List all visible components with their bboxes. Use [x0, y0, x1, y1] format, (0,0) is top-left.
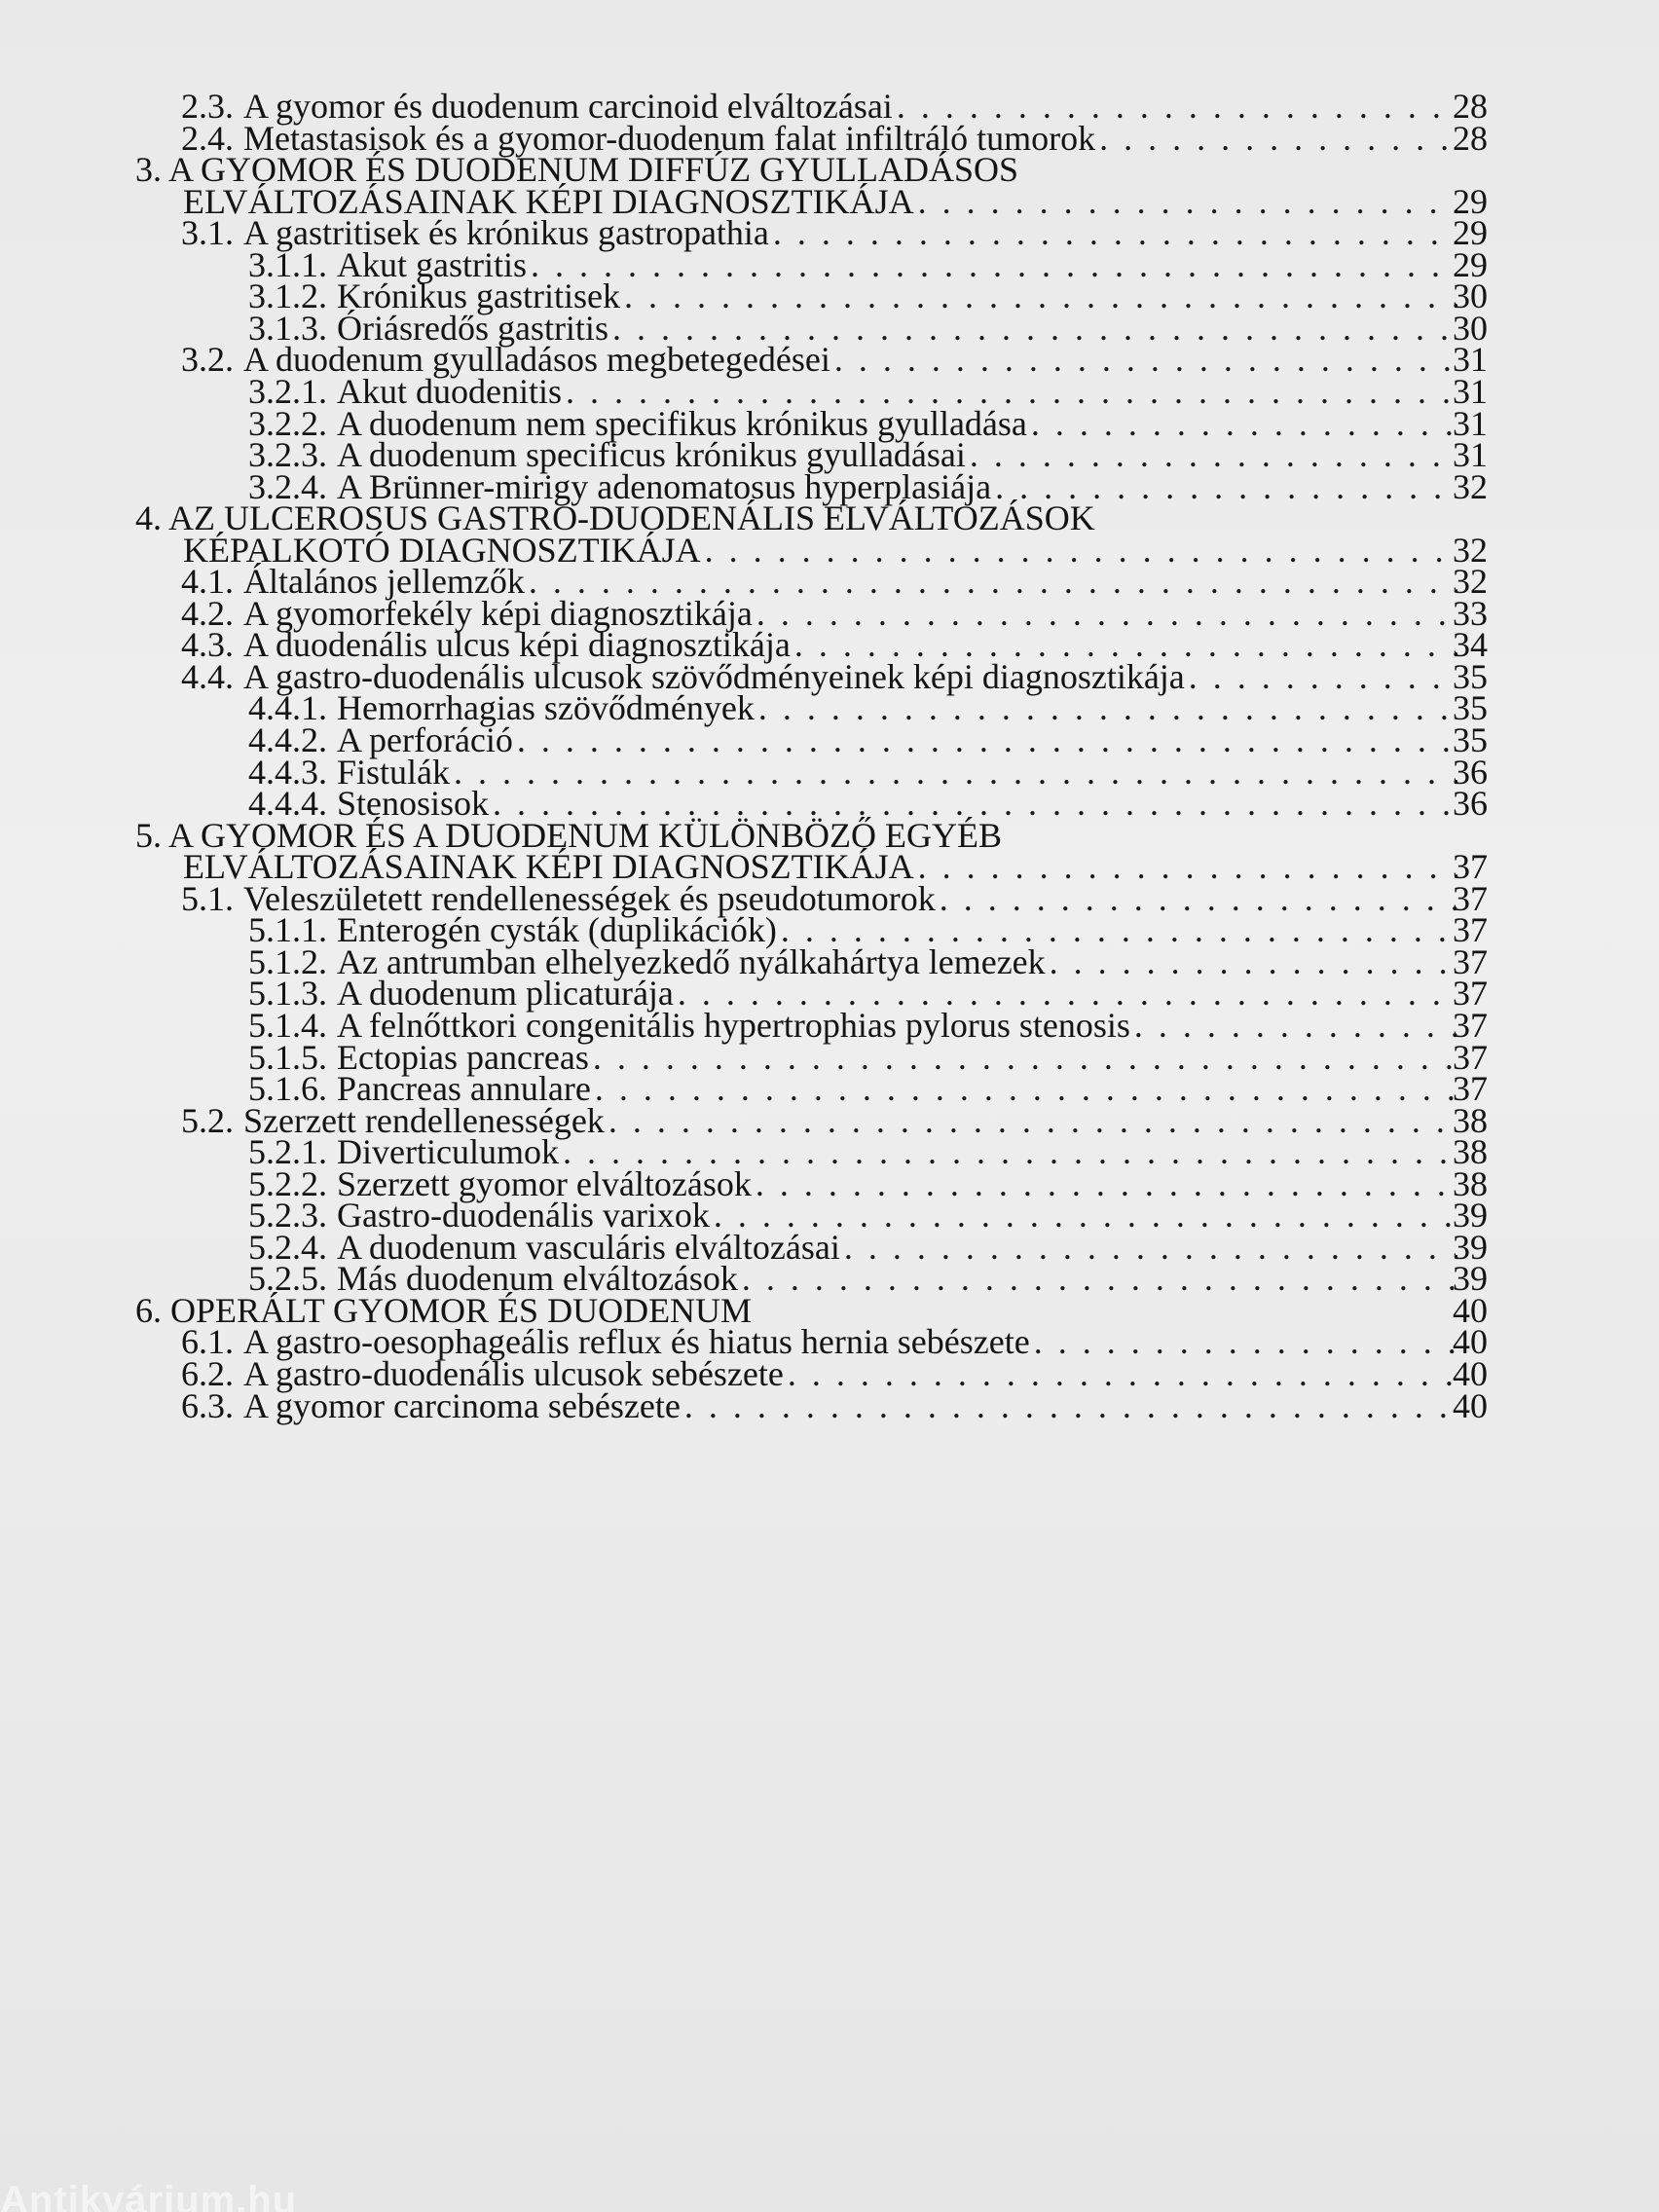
toc-page-number: 32: [1453, 466, 1488, 506]
toc-entry-number: 5.2.5.: [248, 1259, 327, 1299]
toc-entry-number: 5.1.4.: [248, 1005, 327, 1045]
toc-entry-title: Akut gastritis: [337, 244, 527, 284]
toc-entry-title: 5. A GYOMOR ÉS A DUODENUM KÜLÖNBÖZŐ EGYÉB: [135, 815, 1003, 855]
toc-page-number: 28: [1453, 118, 1488, 158]
toc-page-number: 37: [1453, 974, 1488, 1014]
toc-page-number: 32: [1453, 530, 1488, 570]
toc-page-number: 37: [1453, 941, 1488, 981]
toc-entry-title: Az antrumban elhelyezkedő nyálkahártya lemezek: [337, 941, 1046, 981]
toc-entry-title: Krónikus gastritisek: [337, 276, 620, 316]
toc-entry-title: A gastritisek és krónikus gastropathia: [243, 213, 769, 253]
toc-entry-number: 4.3.: [181, 625, 234, 665]
toc-entry-title: A duodenum plicaturája: [337, 974, 674, 1014]
toc-page-number: 38: [1453, 1163, 1488, 1203]
toc-entry-number: 4.1.: [181, 562, 234, 602]
toc-entry-number: 4.4.1.: [248, 688, 327, 728]
toc-page-number: 39: [1453, 1227, 1488, 1267]
toc-page-number: 38: [1453, 1132, 1488, 1172]
toc-page-number: 40: [1453, 1322, 1488, 1362]
toc-page-number: 40: [1453, 1354, 1488, 1393]
toc-entry-number: 3.1.: [181, 213, 234, 253]
toc-page-number: 36: [1453, 752, 1488, 792]
toc-entry-title: KÉPALKOTÓ DIAGNOSZTIKÁJA: [183, 530, 701, 570]
toc-page-number: 37: [1453, 847, 1488, 887]
toc-entry-title: A duodenum vasculáris elváltozásai: [337, 1227, 840, 1267]
toc-page-number: 37: [1453, 1069, 1488, 1109]
toc-entry-title: A duodenum nem specifikus krónikus gyulladása: [337, 403, 1027, 443]
toc-entry-title: Enterogén cysták (duplikációk): [337, 910, 777, 950]
toc-page-number: 31: [1453, 403, 1488, 443]
toc-entry-number: 5.1.1.: [248, 910, 327, 950]
toc-entry-title: Akut duodenitis: [337, 371, 562, 411]
toc-page-number: 29: [1453, 213, 1488, 253]
toc-entry-title: A gyomor carcinoma sebészete: [243, 1385, 681, 1425]
toc-entry-number: 5.2.1.: [248, 1132, 327, 1172]
toc-entry-title: Diverticulumok: [337, 1132, 559, 1172]
toc-entry-title: 3. A GYOMOR ÉS DUODENUM DIFFÚZ GYULLADÁSOS: [135, 150, 1019, 190]
toc-entry-title: A perforáció: [337, 720, 513, 759]
toc-page-number: 37: [1453, 910, 1488, 950]
toc-page-number: 28: [1453, 87, 1488, 126]
toc-page-number: 40: [1453, 1385, 1488, 1425]
toc-entry-number: 5.1.3.: [248, 974, 327, 1014]
toc-page-number: 38: [1453, 1100, 1488, 1140]
toc-entry-title: Óriásredős gastritis: [337, 308, 608, 348]
toc-entry-number: 5.2.4.: [248, 1227, 327, 1267]
toc-entry: [0, 1383, 1659, 1428]
toc-entry-title: Veleszületett rendellenességek és pseudotumorok: [243, 878, 936, 918]
toc-entry-number: 6.1.: [181, 1322, 234, 1362]
toc-page-number: 31: [1453, 371, 1488, 411]
toc-entry-title: A gyomor és duodenum carcinoid elváltozásai: [243, 87, 893, 126]
toc-entry-title: Stenosisok: [337, 784, 490, 824]
toc-page-number: 37: [1453, 878, 1488, 918]
toc-entry-title: 6. OPERÁLT GYOMOR ÉS DUODENUM: [135, 1290, 753, 1330]
toc-entry-number: 5.1.6.: [248, 1069, 327, 1109]
toc-page-number: 36: [1453, 784, 1488, 824]
toc-page-number: 37: [1453, 1005, 1488, 1045]
toc-entry-number: 6.3.: [181, 1385, 234, 1425]
toc-entry-title: Más duodenum elváltozások: [337, 1259, 738, 1299]
toc-entry-title: Fistulák: [337, 752, 451, 792]
toc-entry-number: 5.1.2.: [248, 941, 327, 981]
toc-entry-title: A Brünner-mirigy adenomatosus hyperplasiája: [337, 466, 992, 506]
toc-entry-number: 5.2.: [181, 1100, 234, 1140]
toc-page-number: 29: [1453, 244, 1488, 284]
toc-entry-title: Ectopias pancreas: [337, 1037, 589, 1077]
toc-page-number: 39: [1453, 1259, 1488, 1299]
toc-entry-title: A duodenum gyulladásos megbetegedései: [243, 340, 830, 380]
toc-entry-title: Általános jellemzők: [243, 562, 525, 602]
toc-entry-number: 6.2.: [181, 1354, 234, 1393]
toc-entry-number: 3.1.1.: [248, 244, 327, 284]
toc-page-number: 37: [1453, 1037, 1488, 1077]
toc-page-number: 35: [1453, 656, 1488, 696]
toc-entry-title: A gastro-duodenális ulcusok szövődményeinek képi diagnosztikája: [243, 656, 1185, 696]
dot-leader: [681, 1383, 1457, 1428]
toc-entry-number: 2.4.: [181, 118, 234, 158]
toc-entry-number: 2.3.: [181, 87, 234, 126]
toc-page-number: 32: [1453, 562, 1488, 602]
toc-entry-number: 4.4.3.: [248, 752, 327, 792]
toc-entry-title: A gastro-duodenális ulcusok sebészete: [243, 1354, 784, 1393]
toc-entry-number: 3.2.2.: [248, 403, 327, 443]
toc-entry-number: 3.2.: [181, 340, 234, 380]
toc-page-number: 35: [1453, 720, 1488, 759]
toc-page-number: 30: [1453, 308, 1488, 348]
toc-entry-number: 4.2.: [181, 593, 234, 633]
toc-page-number: 35: [1453, 688, 1488, 728]
toc-page-number: 31: [1453, 435, 1488, 475]
toc-entry-number: 5.1.5.: [248, 1037, 327, 1077]
toc-entry-title: 4. AZ ULCEROSUS GASTRO-DUODENÁLIS ELVÁLTOZÁSOK: [135, 498, 1095, 538]
toc-entry-title: Gastro-duodenális varixok: [337, 1196, 710, 1235]
toc-page-number: 29: [1453, 181, 1488, 221]
toc-entry-number: 3.2.1.: [248, 371, 327, 411]
toc-entry-title: Szerzett rendellenességek: [243, 1100, 605, 1140]
toc-entry-number: 3.2.4.: [248, 466, 327, 506]
toc-page-number: 40: [1453, 1290, 1488, 1330]
toc-entry-title: Hemorrhagias szövődmények: [337, 688, 755, 728]
toc-entry-title: A duodenum specificus krónikus gyulladásai: [337, 435, 966, 475]
toc-entry-title: Pancreas annulare: [337, 1069, 591, 1109]
watermark: Antikvárium.hu: [0, 2179, 298, 2212]
toc-entry-title: A duodenális ulcus képi diagnosztikája: [243, 625, 791, 665]
toc-entry-title: A felnőttkori congenitális hypertrophias pylorus stenosis: [337, 1005, 1130, 1045]
toc-entry-title: A gyomorfekély képi diagnosztikája: [243, 593, 753, 633]
toc-page-number: 31: [1453, 340, 1488, 380]
toc-entry-number: 5.1.: [181, 878, 234, 918]
toc-entry-number: 3.1.2.: [248, 276, 327, 316]
toc-entry-title: Metastasisok és a gyomor-duodenum falat infiltráló tumorok: [243, 118, 1096, 158]
toc-entry-number: 4.4.4.: [248, 784, 327, 824]
toc-page-number: 30: [1453, 276, 1488, 316]
toc-entry-number: 5.2.3.: [248, 1196, 327, 1235]
toc-page-number: 33: [1453, 593, 1488, 633]
toc-entry-title: ELVÁLTOZÁSAINAK KÉPI DIAGNOSZTIKÁJA: [183, 847, 914, 887]
toc-entry-title: ELVÁLTOZÁSAINAK KÉPI DIAGNOSZTIKÁJA: [183, 181, 914, 221]
toc-page-number: 34: [1453, 625, 1488, 665]
toc-entry-number: 5.2.2.: [248, 1163, 327, 1203]
toc-entry-number: 3.2.3.: [248, 435, 327, 475]
toc-entry-title: Szerzett gyomor elváltozások: [337, 1163, 752, 1203]
toc-entry-number: 4.4.2.: [248, 720, 327, 759]
toc-entry-title: A gastro-oesophageális reflux és hiatus hernia sebészete: [243, 1322, 1030, 1362]
toc-entry-number: 3.1.3.: [248, 308, 327, 348]
toc-entry-number: 4.4.: [181, 656, 234, 696]
toc-page-number: 39: [1453, 1196, 1488, 1235]
